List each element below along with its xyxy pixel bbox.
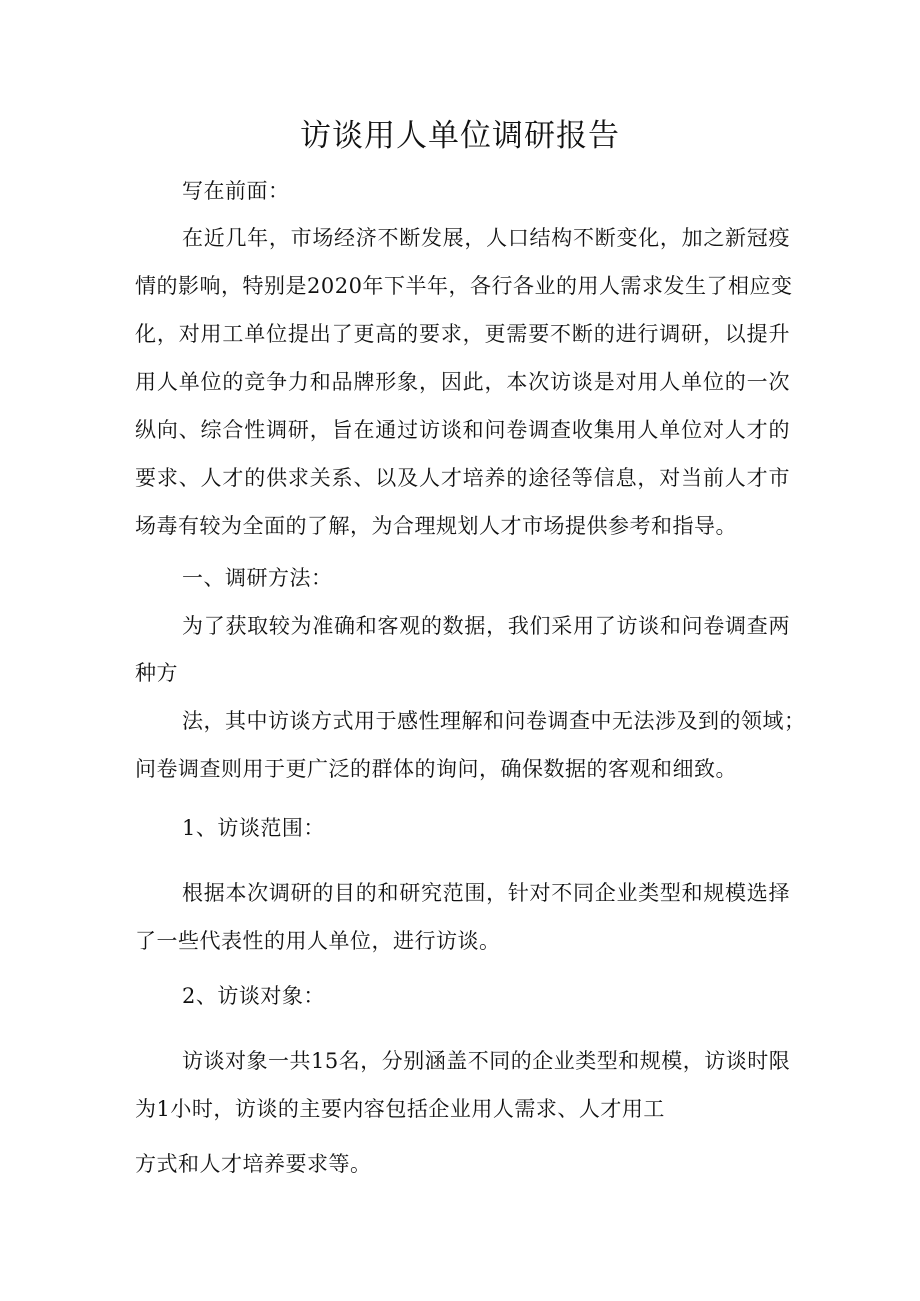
intro-line: 化，对用工单位提出了更高的要求，更需要不断的进行调研，以提升 [135, 322, 790, 346]
intro-line: 在近几年，市场经济不断发展，人口结构不断变化，加之新冠疫 [182, 226, 790, 250]
sub2-heading: 2、访谈对象： [182, 984, 325, 1008]
scope-line: 了一些代表性的用人单位，进行访谈。 [135, 929, 501, 953]
sub1-heading: 1、访谈范围： [182, 816, 325, 840]
method-line: 问卷调查则用于更广泛的群体的询问，确保数据的客观和细致。 [135, 757, 737, 781]
intro-line: 用人单位的竞争力和品牌形象，因此，本次访谈是对用人单位的一次 [135, 370, 790, 394]
method-line: 法，其中访谈方式用于感性理解和问卷调查中无法涉及到的领域； [182, 709, 806, 733]
intro-line: 纵向、综合性调研，旨在通过访谈和问卷调查收集用人单位对人才的 [135, 418, 790, 442]
preface-heading: 写在前面： [182, 179, 290, 203]
intro-line: 情的影响，特别是2020年下半年，各行各业的用人需求发生了相应变 [135, 274, 793, 298]
intro-line: 场毒有较为全面的了解，为合理规划人才市场提供参考和指导。 [135, 514, 737, 538]
target-line: 方式和人才培养要求等。 [135, 1152, 372, 1176]
document-title: 访谈用人单位调研报告 [300, 118, 620, 154]
intro-line: 要求、人才的供求关系、以及人才培养的途径等信息，对当前人才市 [135, 466, 790, 490]
scope-line: 根据本次调研的目的和研究范围，针对不同企业类型和规模选择 [182, 881, 790, 905]
target-line: 访谈对象一共15名，分别涵盖不同的企业类型和规模，访谈时限 [182, 1049, 791, 1073]
section1-heading: 一、调研方法： [182, 566, 333, 590]
method-line: 种方 [135, 661, 178, 685]
method-line: 为了获取较为准确和客观的数据，我们采用了访谈和问卷调查两 [182, 614, 790, 638]
target-line: 为1小时，访谈的主要内容包括企业用人需求、人才用工 [135, 1097, 665, 1121]
